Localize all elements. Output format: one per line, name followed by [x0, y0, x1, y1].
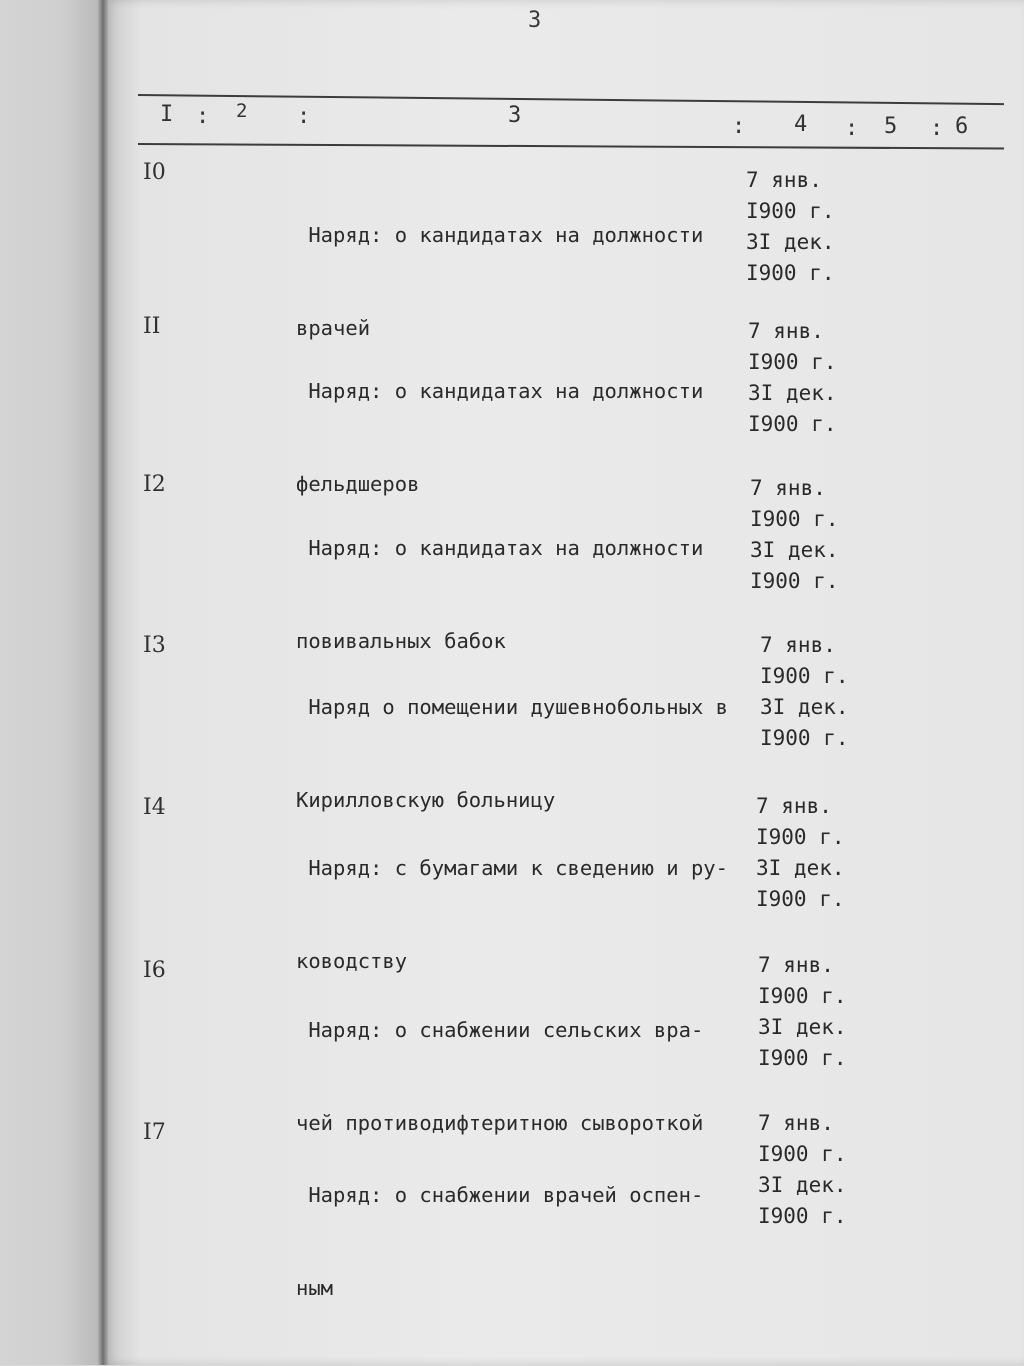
row-description-line: Наряд: о кандидатах на должности [296, 536, 704, 560]
header-sep: : [930, 116, 944, 141]
date-end: 3I дек. [746, 230, 835, 254]
header-col-6: 6 [955, 114, 969, 139]
date-start: 7 янв. [758, 1111, 834, 1135]
header-sep: : [297, 104, 311, 129]
row-description-line: фельдшеров [296, 472, 420, 496]
date-start-year: I900 г. [748, 350, 837, 374]
date-end-year: I900 г. [750, 569, 839, 593]
row-number: I3 [143, 633, 166, 658]
date-start-year: I900 г. [760, 664, 849, 688]
date-start-year: I900 г. [758, 984, 847, 1008]
row-description-line: Наряд: о снабжении врачей оспен- [296, 1183, 704, 1207]
date-start-year: I900 г. [750, 507, 839, 531]
date-start-year: I900 г. [756, 825, 845, 849]
row-number: I0 [143, 160, 166, 185]
row-description-line: повивальных бабок [296, 629, 506, 653]
date-start: 7 янв. [760, 633, 836, 657]
date-start: 7 янв. [750, 476, 826, 500]
row-number: I7 [143, 1120, 166, 1145]
row-number: II [143, 314, 161, 339]
header-sep: : [196, 104, 210, 129]
row-dates [748, 316, 868, 440]
date-end: 3I дек. [748, 381, 837, 405]
row-dates [750, 473, 870, 597]
header-col-1: I [160, 102, 174, 127]
row-description [296, 1118, 751, 1366]
row-description-line: врачей [296, 316, 371, 340]
date-end-year: I900 г. [760, 726, 849, 750]
header-col-4: 4 [794, 112, 808, 137]
header-col-5: 5 [884, 114, 898, 139]
row-dates [758, 1108, 878, 1232]
row-description-line: Кирилловскую больницу [296, 788, 556, 812]
row-description-line: Наряд о помещении душевнобольных в [296, 695, 728, 719]
date-end-year: I900 г. [746, 261, 835, 285]
row-description-line: чей противодифтеритною сывороткой [296, 1111, 704, 1135]
date-start: 7 янв. [758, 953, 834, 977]
row-dates [746, 165, 866, 289]
left-page-edge [0, 0, 104, 1365]
date-end-year: I900 г. [758, 1046, 847, 1070]
row-number: I2 [143, 472, 166, 497]
row-description-line: Наряд: с бумагами к сведению и ру- [296, 856, 728, 880]
header-sep: : [732, 114, 746, 139]
row-description-line: ководству [296, 949, 408, 973]
date-start: 7 янв. [748, 319, 824, 343]
date-end: 3I дек. [760, 695, 849, 719]
row-number: I6 [143, 958, 166, 983]
row-dates [760, 630, 880, 754]
date-end: 3I дек. [756, 856, 845, 880]
header-col-2: 2 [236, 100, 248, 122]
row-description-line: Наряд: о снабжении сельских вра- [296, 1018, 704, 1042]
row-number: I4 [143, 795, 166, 820]
header-sep: : [845, 116, 859, 141]
date-end-year: I900 г. [748, 412, 837, 436]
date-start-year: I900 г. [746, 199, 835, 223]
row-dates [756, 791, 876, 915]
date-end-year: I900 г. [756, 887, 845, 911]
date-end-year: I900 г. [758, 1204, 847, 1228]
header-col-3: 3 [508, 103, 522, 128]
date-end: 3I дек. [750, 538, 839, 562]
row-dates [758, 950, 878, 1074]
row-description-line: Наряд: о кандидатах на должности [296, 379, 704, 403]
page-fold [98, 0, 108, 1365]
date-start: 7 янв. [756, 794, 832, 818]
date-end: 3I дек. [758, 1015, 847, 1039]
date-start-year: I900 г. [758, 1142, 847, 1166]
row-description-line: ным [296, 1276, 334, 1300]
date-start: 7 янв. [746, 168, 822, 192]
date-end: 3I дек. [758, 1173, 847, 1197]
row-description-line: Наряд: о кандидатах на должности [296, 223, 704, 247]
page-number: 3 [528, 8, 542, 33]
